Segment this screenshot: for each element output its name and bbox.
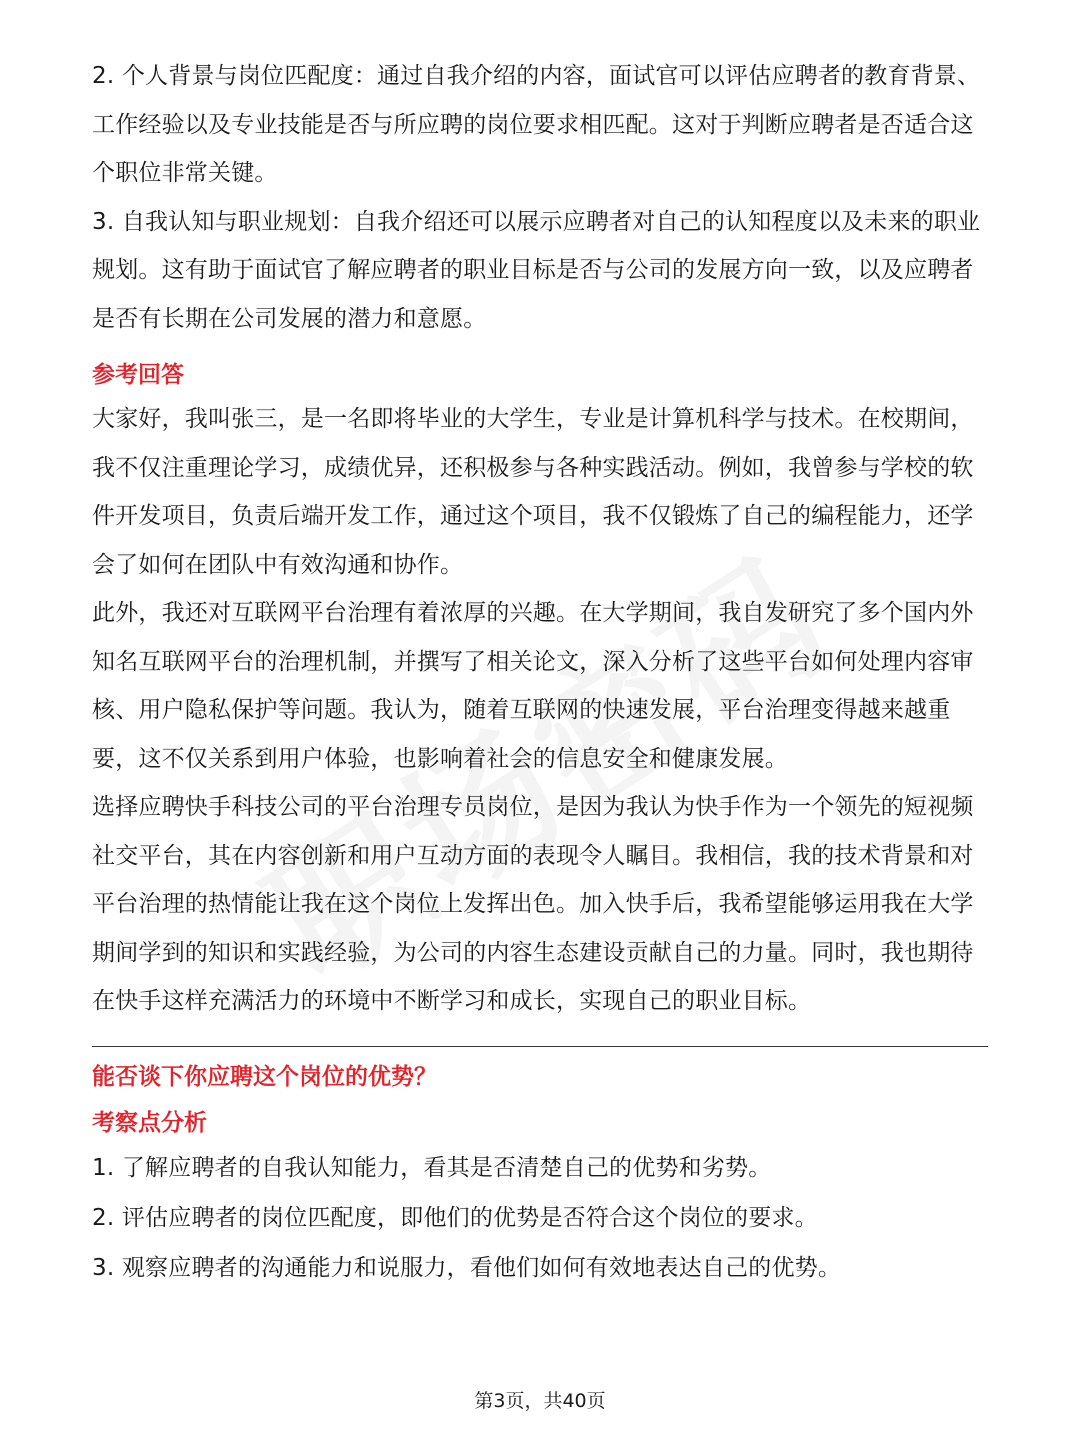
analysis-point: 1. 了解应聘者的自我认知能力，看其是否清楚自己的优势和劣势。: [92, 1154, 772, 1181]
page-footer: [0, 1386, 1080, 1413]
reference-answer: [92, 395, 988, 1026]
document-body: [92, 52, 988, 1293]
section-divider: [92, 1046, 988, 1047]
reference-heading: 参考回答: [92, 362, 184, 388]
analysis-points: [92, 1143, 988, 1293]
reference-paragraph: 选择应聘快手科技公司的平台治理专员岗位，是因为我认为快手作为一个领先的短视频社交平台，其在内容创新和用户互动方面的表现令人瞩目。我相信，我的技术背景和对平台治理的热情能让我在这个岗位上发挥出色。加入快手后，我希望能够运用我在大学期间学到的知识和实践经验，为公司的内容生态建设贡献自己的力量。同时，我也期待在快手这样充满活力的环境中不断学习和成长，实现自己的职业目标。: [92, 794, 974, 1014]
intro-point-3: 3. 自我认知与职业规划：自我介绍还可以展示应聘者对自己的认知程度以及未来的职业规划。这有助于面试官了解应聘者的职业目标是否与公司的发展方向一致，以及应聘者是否有长期在公司发展的潜力和意愿。: [92, 208, 981, 332]
intro-points: [92, 52, 988, 343]
analysis-point: 2. 评估应聘者的岗位匹配度，即他们的优势是否符合这个岗位的要求。: [92, 1204, 818, 1231]
reference-paragraph: 此外，我还对互联网平台治理有着浓厚的兴趣。在大学期间，我自发研究了多个国内外知名互联网平台的治理机制，并撰写了相关论文，深入分析了这些平台如何处理内容审核、用户隐私保护等问题。我认为，随着互联网的快速发展，平台治理变得越来越重要，这不仅关系到用户体验，也影响着社会的信息安全和健康发展。: [92, 600, 974, 772]
page-number: 第3页，共40页: [474, 1390, 606, 1412]
intro-point-2: 2. 个人背景与岗位匹配度：通过自我介绍的内容，面试官可以评估应聘者的教育背景、工作经验以及专业技能是否与所应聘的岗位要求相匹配。这对于判断应聘者是否适合这个职位非常关键。: [92, 63, 981, 186]
reference-paragraph: 大家好，我叫张三，是一名即将毕业的大学生，专业是计算机科学与技术。在校期间，我不仅注重理论学习，成绩优异，还积极参与各种实践活动。例如，我曾参与学校的软件开发项目，负责后端开发工作，通过这个项目，我不仅锻炼了自己的编程能力，还学会了如何在团队中有效沟通和协作。: [92, 406, 974, 578]
analysis-heading: 考察点分析: [92, 1109, 207, 1136]
question-title: 能否谈下你应聘这个岗位的优势？: [92, 1063, 437, 1090]
analysis-point: 3. 观察应聘者的沟通能力和说服力，看他们如何有效地表达自己的优势。: [92, 1254, 842, 1281]
